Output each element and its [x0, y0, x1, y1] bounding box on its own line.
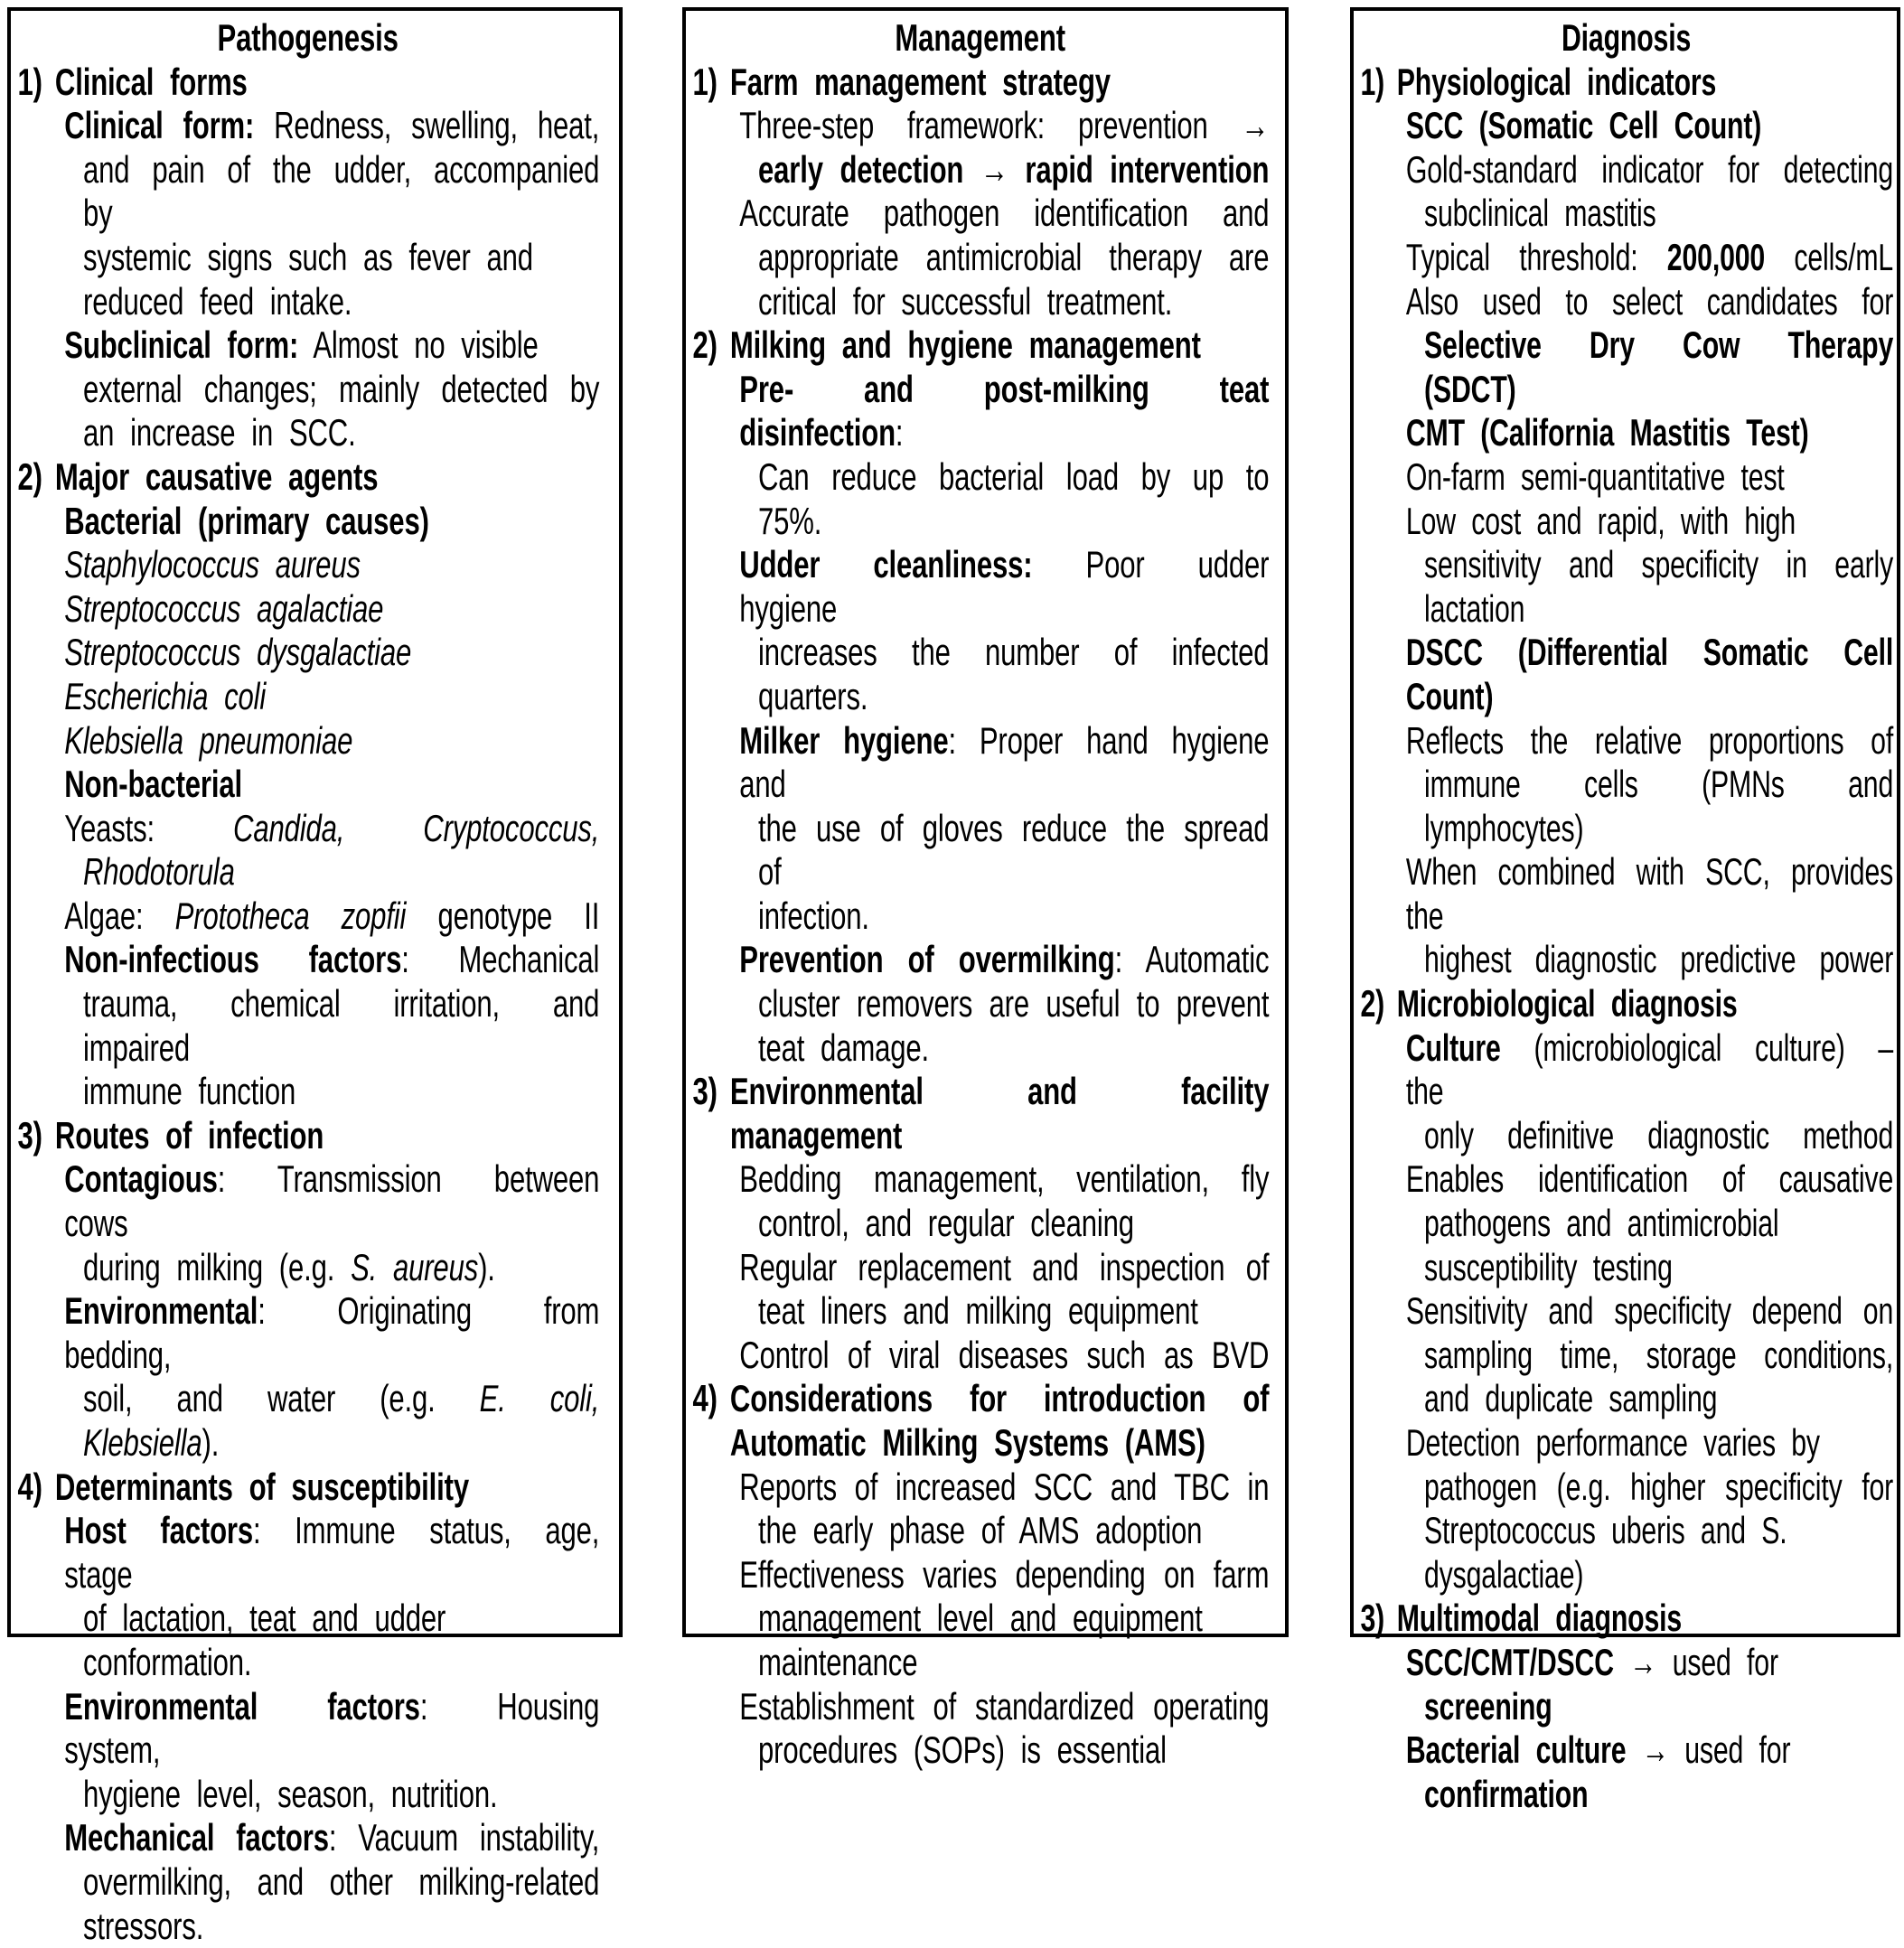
text-segment: E. coli, Klebsiella	[83, 1377, 600, 1464]
text-line	[691, 982, 1269, 1026]
text-line	[1359, 192, 1893, 236]
text-segment: Streptococcus dysgalactiae	[64, 631, 412, 674]
text-segment: Environmental factors	[64, 1684, 420, 1728]
text-segment: and duplicate sampling	[1424, 1377, 1718, 1420]
text-line	[691, 1157, 1269, 1202]
text-segment: Determinants of susceptibility	[54, 1465, 469, 1508]
text-segment: : Housing system,	[64, 1684, 600, 1772]
text-segment: Bacterial (primary causes)	[64, 499, 429, 542]
text-line	[691, 1553, 1269, 1597]
text-segment: Selective Dry Cow Therapy (SDCT)	[1424, 323, 1894, 410]
text-segment: : Immune status, age, stage	[64, 1509, 600, 1596]
text-segment: management level and equipment	[758, 1597, 1203, 1640]
text-segment: Streptococcus agalactiae	[64, 586, 384, 630]
text-line	[1359, 543, 1893, 587]
text-segment: Clinical forms	[54, 60, 248, 103]
list-number: 3)	[17, 1113, 42, 1157]
text-segment: : Transmission between cows	[64, 1157, 600, 1245]
text-segment: Udder cleanliness:	[739, 543, 1033, 586]
text-segment: appropriate antimicrobial therapy are	[758, 235, 1270, 278]
text-segment: teat damage.	[758, 1026, 929, 1069]
text-line	[1359, 455, 1893, 500]
text-line	[1359, 1641, 1893, 1685]
text-segment: Bacterial culture	[1405, 1728, 1627, 1772]
text-line	[1359, 323, 1893, 411]
text-segment: reduced feed intake.	[83, 279, 352, 323]
text-line	[1359, 411, 1893, 455]
text-segment: S. aureus	[351, 1245, 479, 1288]
text-segment: lactation	[1424, 586, 1525, 630]
panel-content	[16, 16, 599, 1948]
text-segment: systemic signs such as fever and	[83, 235, 533, 278]
text-segment: Can reduce bacterial load by up to	[758, 454, 1270, 498]
text-segment: infection.	[758, 894, 869, 937]
text-segment: (microbiological culture) – the	[1405, 1026, 1894, 1113]
text-line	[16, 411, 599, 455]
text-segment: Prototheca zopfii	[174, 894, 407, 937]
text-segment: conformation.	[83, 1640, 252, 1683]
panel-content	[1359, 16, 1893, 1816]
text-line	[16, 1070, 599, 1114]
text-segment: critical for successful treatment.	[758, 279, 1173, 323]
text-line	[1359, 1553, 1893, 1597]
text-segment: Regular replacement and inspection of	[739, 1245, 1270, 1288]
text-segment: Physiological indicators	[1396, 60, 1717, 103]
text-segment: Prevention of overmilking	[739, 938, 1115, 981]
text-segment: external changes; mainly detected by	[83, 367, 600, 410]
text-segment: Establishment of standardized operating	[739, 1684, 1270, 1728]
panel-pathogenesis	[7, 7, 623, 1947]
text-segment: Streptococcus uberis and S.	[1424, 1509, 1787, 1552]
text-line	[1359, 719, 1893, 763]
text-line	[691, 1641, 1269, 1685]
text-line	[16, 61, 599, 105]
text-segment: immune function	[83, 1070, 296, 1113]
text-line	[16, 807, 599, 851]
text-line	[16, 1157, 599, 1245]
text-line	[16, 1685, 599, 1773]
text-segment: pathogens and antimicrobial	[1424, 1202, 1779, 1245]
text-line	[1359, 1246, 1893, 1290]
text-segment: Environmental	[64, 1289, 258, 1333]
text-line	[691, 675, 1269, 719]
panel-lines-1	[691, 61, 1269, 1773]
text-line	[1359, 1114, 1893, 1158]
list-number: 4)	[692, 1377, 718, 1420]
text-line	[691, 280, 1269, 324]
panel-management	[682, 7, 1289, 1772]
text-line	[691, 1246, 1269, 1290]
panel-lines-2	[1359, 61, 1893, 1817]
text-line	[691, 61, 1269, 105]
text-line	[691, 1289, 1269, 1334]
text-line	[1359, 104, 1893, 148]
text-segment: Low cost and rapid, with high	[1405, 499, 1796, 542]
text-segment: Accurate pathogen identification and	[739, 192, 1270, 235]
text-segment: susceptibility testing	[1424, 1245, 1673, 1288]
text-segment: Non-bacterial	[64, 763, 242, 806]
text-segment: Redness, swelling, heat,	[254, 104, 600, 147]
text-segment: : Mechanical	[401, 938, 600, 981]
text-line	[16, 938, 599, 982]
text-line	[1359, 1026, 1893, 1114]
text-segment: Effectiveness varies depending on farm	[739, 1552, 1270, 1596]
list-number: 2)	[1360, 982, 1385, 1026]
text-line	[1359, 1685, 1893, 1729]
text-segment: Bedding management, ventilation, fly	[739, 1157, 1270, 1201]
text-line	[691, 1466, 1269, 1510]
text-line	[16, 148, 599, 236]
text-line	[691, 1202, 1269, 1246]
text-segment: Candida, Cryptococcus,	[233, 806, 600, 849]
text-segment: Almost no visible	[298, 323, 539, 367]
text-segment: Control of viral diseases such as BVD	[739, 1333, 1270, 1376]
text-segment: quarters.	[758, 674, 868, 717]
text-line	[16, 850, 599, 894]
text-segment: the early phase of AMS adoption	[758, 1509, 1203, 1552]
text-segment: Routes of infection	[54, 1113, 324, 1157]
text-line	[1359, 1157, 1893, 1202]
text-line	[16, 1377, 599, 1465]
text-line	[691, 543, 1269, 631]
text-segment: sensitivity and specificity in early	[1424, 543, 1894, 586]
text-line	[16, 631, 599, 675]
text-segment: On-farm semi-quantitative test	[1405, 454, 1785, 498]
text-line	[16, 894, 599, 939]
text-segment: Reports of increased SCC and TBC in	[739, 1465, 1270, 1508]
text-line	[691, 236, 1269, 280]
text-segment: When combined with SCC, provides the	[1405, 850, 1894, 937]
text-segment: CMT (California Mastitis Test)	[1405, 411, 1809, 454]
text-segment: immune cells (PMNs and lymphocytes)	[1424, 763, 1894, 849]
text-line	[691, 104, 1269, 148]
text-segment: Staphylococcus aureus	[64, 543, 361, 586]
text-line	[1359, 1289, 1893, 1334]
text-line	[691, 894, 1269, 939]
text-segment: Sensitivity and specificity depend on	[1405, 1289, 1894, 1333]
list-number: 1)	[1360, 60, 1385, 103]
text-segment: Detection performance varies by	[1405, 1421, 1820, 1464]
text-segment: Enables identification of causative	[1405, 1157, 1894, 1201]
text-line	[1359, 1773, 1893, 1817]
text-segment: 75%.	[758, 499, 822, 542]
text-line	[691, 719, 1269, 807]
text-segment: of lactation, teat and udder	[83, 1597, 446, 1640]
text-line	[16, 1597, 599, 1641]
text-segment: : Proper hand hygiene and	[739, 718, 1270, 806]
text-segment: 200,000	[1666, 235, 1766, 278]
text-segment: Reflects the relative proportions of	[1405, 718, 1894, 762]
text-segment: Milking and hygiene management	[729, 323, 1201, 367]
text-segment: pathogen (e.g. higher specificity for	[1424, 1465, 1894, 1508]
text-segment: highest diagnostic predictive power	[1424, 938, 1894, 981]
text-segment: DSCC (Differential Somatic Cell Count)	[1405, 631, 1894, 717]
text-segment: Poor udder hygiene	[739, 543, 1270, 630]
text-segment: ).	[202, 1421, 220, 1464]
text-segment: : Automatic	[1114, 938, 1270, 981]
text-line	[1359, 982, 1893, 1026]
text-segment: increases the number of infected	[758, 631, 1270, 674]
panel-content	[691, 16, 1269, 1773]
list-number: 3)	[692, 1070, 718, 1113]
text-line	[1359, 850, 1893, 938]
list-number: 2)	[17, 454, 42, 498]
text-line	[691, 1509, 1269, 1553]
text-segment: Rhodotorula	[83, 850, 235, 894]
text-segment: Mechanical factors	[64, 1816, 329, 1859]
text-line	[16, 1773, 599, 1817]
text-segment: Farm management strategy	[729, 60, 1111, 103]
text-line	[16, 455, 599, 500]
text-line	[16, 323, 599, 368]
text-segment: Also used to select candidates for	[1405, 279, 1894, 323]
text-line	[691, 1026, 1269, 1071]
text-segment: subclinical mastitis	[1424, 192, 1656, 235]
text-line	[691, 368, 1269, 455]
text-line	[691, 323, 1269, 368]
list-number: 3)	[1360, 1597, 1385, 1640]
text-line	[691, 500, 1269, 544]
text-segment: Subclinical form:	[64, 323, 299, 367]
text-line	[691, 1334, 1269, 1378]
panel-diagnosis	[1350, 7, 1900, 1815]
text-segment: screening	[1424, 1684, 1552, 1728]
text-line	[1359, 1597, 1893, 1641]
text-segment: maintenance	[758, 1640, 918, 1683]
text-line	[1359, 938, 1893, 982]
text-segment: Considerations for introduction of	[729, 1377, 1270, 1420]
text-segment: SCC (Somatic Cell Count)	[1405, 104, 1762, 147]
text-segment: control, and regular cleaning	[758, 1202, 1134, 1245]
text-line	[691, 631, 1269, 675]
panel-title: Management	[895, 16, 1065, 59]
text-segment: Non-infectious factors	[64, 938, 402, 981]
text-segment: Clinical form:	[64, 104, 255, 147]
text-segment: ).	[478, 1245, 495, 1288]
text-segment: Culture	[1405, 1026, 1501, 1069]
list-number: 1)	[692, 60, 718, 103]
text-segment: Automatic Milking Systems (AMS)	[729, 1421, 1205, 1464]
text-line	[16, 982, 599, 1070]
text-segment: Environmental and facility management	[729, 1070, 1270, 1157]
text-segment: Yeasts:	[64, 806, 234, 849]
text-line	[16, 104, 599, 148]
text-segment: Klebsiella pneumoniae	[64, 718, 353, 762]
text-line	[16, 1466, 599, 1510]
text-line	[16, 1641, 599, 1685]
text-segment: only definitive diagnostic method	[1424, 1113, 1894, 1157]
list-number: 4)	[17, 1465, 42, 1508]
text-segment: Multimodal diagnosis	[1396, 1597, 1683, 1640]
text-segment: : Originating from bedding,	[64, 1289, 600, 1376]
text-segment: overmilking, and other milking-related	[83, 1859, 600, 1903]
text-segment: Host factors	[64, 1509, 254, 1552]
text-line	[1359, 1466, 1893, 1510]
text-segment: Microbiological diagnosis	[1396, 982, 1738, 1026]
text-line	[1359, 1202, 1893, 1246]
text-line	[1359, 148, 1893, 192]
list-number: 1)	[17, 60, 42, 103]
text-line	[691, 192, 1269, 236]
text-line	[691, 1421, 1269, 1466]
text-line	[691, 455, 1269, 500]
text-line	[691, 938, 1269, 982]
text-line	[1359, 1509, 1893, 1553]
text-segment: the use of gloves reduce the spread of	[758, 806, 1270, 894]
text-segment: Milker hygiene	[739, 718, 949, 762]
text-line	[16, 1246, 599, 1290]
text-segment: :	[895, 411, 904, 454]
text-line	[16, 1905, 599, 1948]
panel-title: Diagnosis	[1561, 16, 1692, 59]
text-segment: Typical threshold:	[1405, 235, 1667, 278]
text-line	[691, 1685, 1269, 1729]
text-segment: teat liners and milking equipment	[758, 1289, 1198, 1333]
text-segment: Three-step framework: prevention →	[739, 104, 1270, 147]
text-segment: Contagious	[64, 1157, 218, 1201]
text-line	[1359, 1377, 1893, 1421]
text-line	[16, 543, 599, 587]
panel-lines-0	[16, 61, 599, 1948]
text-segment: cells/mL	[1765, 235, 1894, 278]
text-segment: and pain of the udder, accompanied by	[83, 147, 600, 235]
text-segment: SCC/CMT/DSCC	[1405, 1640, 1614, 1683]
text-segment: Pre- and post-milking teat disinfection	[739, 367, 1270, 454]
text-segment: sampling time, storage conditions,	[1424, 1333, 1894, 1376]
text-segment: an increase in SCC.	[83, 411, 356, 454]
text-segment: cluster removers are useful to prevent	[758, 982, 1270, 1026]
text-segment: Gold-standard indicator for detecting	[1405, 147, 1894, 191]
text-segment: confirmation	[1424, 1772, 1589, 1815]
text-line	[16, 1860, 599, 1905]
text-line	[1359, 280, 1893, 324]
text-segment: → used for	[1613, 1640, 1778, 1683]
text-segment: Algae:	[64, 894, 175, 937]
text-segment: during milking (e.g.	[83, 1245, 352, 1288]
text-line	[16, 675, 599, 719]
text-segment: genotype II	[406, 894, 600, 937]
text-segment: Major causative agents	[54, 454, 379, 498]
text-segment: Escherichia coli	[64, 674, 267, 717]
text-segment: stressors.	[83, 1904, 204, 1947]
text-line	[1359, 631, 1893, 718]
text-segment: → used for	[1626, 1728, 1791, 1772]
text-line	[16, 1509, 599, 1597]
text-line	[691, 1728, 1269, 1773]
text-segment: trauma, chemical irritation, and impaired	[83, 982, 600, 1069]
text-line	[16, 236, 599, 280]
text-line	[1359, 1334, 1893, 1378]
text-line	[691, 148, 1269, 192]
text-segment: early detection → rapid intervention	[758, 147, 1270, 191]
text-line	[16, 763, 599, 807]
text-line	[16, 719, 599, 763]
text-segment: dysgalactiae)	[1424, 1552, 1584, 1596]
text-line	[691, 1070, 1269, 1157]
text-line	[691, 807, 1269, 894]
text-segment: hygiene level, season, nutrition.	[83, 1772, 498, 1815]
text-line	[16, 1289, 599, 1377]
text-segment: procedures (SOPs) is essential	[758, 1728, 1167, 1772]
text-segment: : Vacuum instability,	[328, 1816, 600, 1859]
list-number: 2)	[692, 323, 718, 367]
text-line	[16, 280, 599, 324]
text-line	[1359, 1421, 1893, 1466]
text-line	[16, 587, 599, 632]
text-line	[691, 1597, 1269, 1641]
text-line	[691, 1377, 1269, 1421]
text-line	[1359, 500, 1893, 544]
text-line	[16, 1114, 599, 1158]
text-line	[16, 1816, 599, 1860]
text-line	[1359, 587, 1893, 632]
text-line	[1359, 763, 1893, 850]
text-line	[1359, 1728, 1893, 1773]
text-segment: soil, and water (e.g.	[83, 1377, 480, 1420]
panel-title: Pathogenesis	[217, 16, 399, 59]
text-line	[1359, 236, 1893, 280]
text-line	[16, 500, 599, 544]
text-line	[16, 368, 599, 412]
text-line	[1359, 61, 1893, 105]
